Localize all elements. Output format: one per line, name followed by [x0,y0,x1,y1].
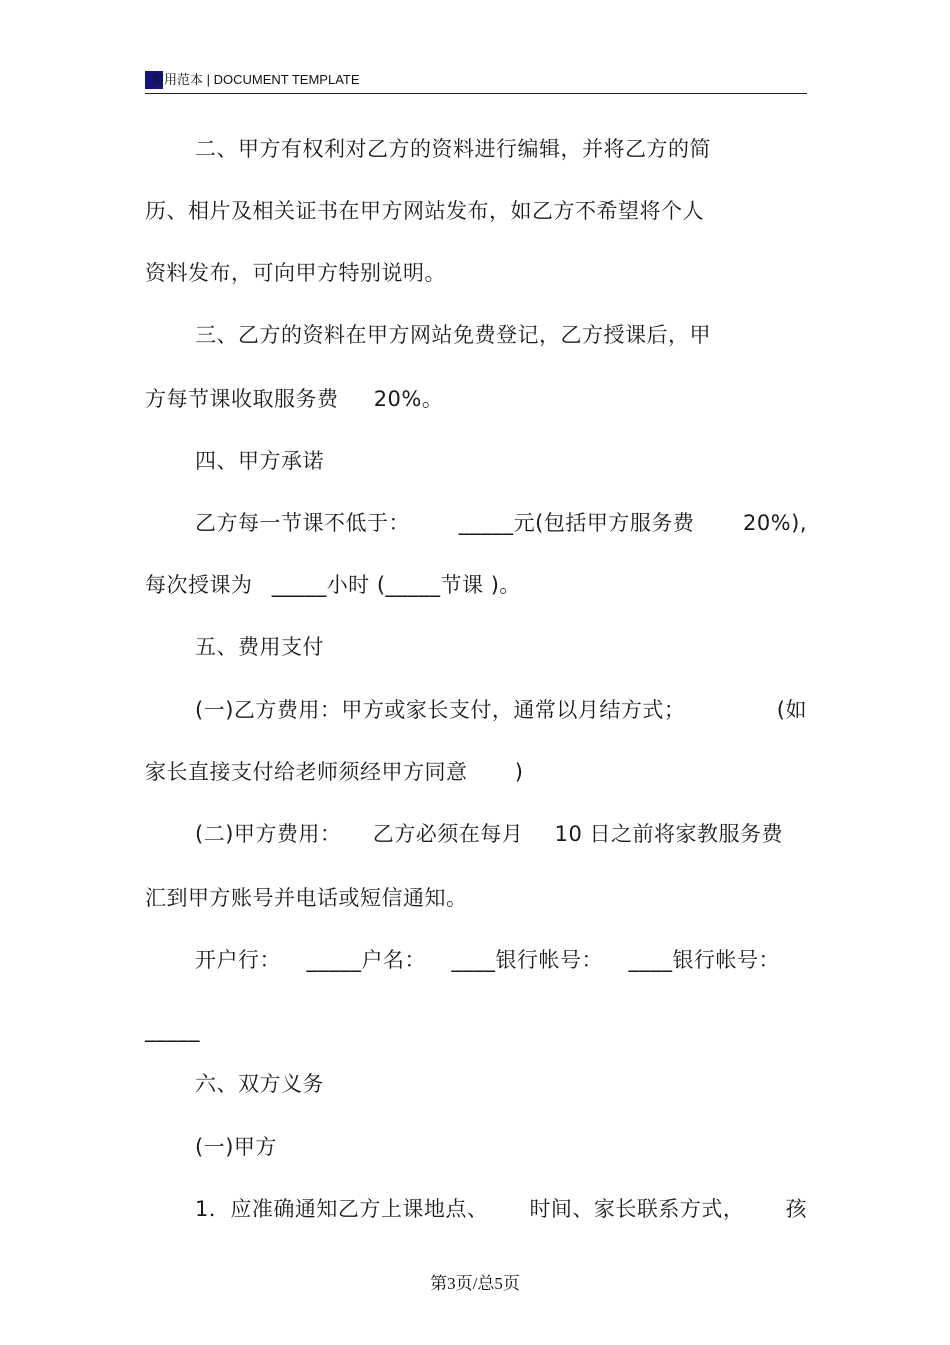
party-a-fee-notice: 汇到甲方账号并电话或短信通知。 [145,886,468,910]
paragraph-2-line-3: 资料发布，可向甲方特别说明。 [145,261,446,285]
duty-1-text-b: 时间、家长联系方式， [529,1197,745,1221]
party-b-fee-note-text: 家长直接支付给老师须经甲方同意 [145,760,468,784]
paragraph-3-line-2 [145,385,807,413]
section-6-heading: 六、双方义务 [195,1072,324,1096]
paragraph-2-line-2: 历、相片及相关证书在甲方网站发布，如乙方不希望将个人 [145,199,704,223]
duty-1-text-a: 1．应准确通知乙方上课地点、 [195,1197,489,1221]
party-a-duty-1 [195,1195,807,1223]
bank-account-label-1: ____银行帐号： [451,948,603,972]
party-a-fee-text: 乙方必须在每月 [372,822,524,846]
party-b-fee-note-start: (如 [776,698,807,722]
lesson-fee-blank: _____元(包括甲方服务费 [458,511,695,535]
page-number: 第3页/总5页 [430,1274,520,1293]
lesson-fee-line [195,509,807,537]
service-fee-percent: 20%。 [373,387,444,411]
service-fee-text: 方每节课收取服务费 [145,387,339,411]
bank-account-label-2: ____银行帐号： [628,948,780,972]
bank-name-label: 开户行： [195,948,281,972]
party-b-fee-line [195,696,807,724]
section-4-heading: 四、甲方承诺 [195,449,324,473]
party-b-fee-note-end: ) [514,760,524,784]
lesson-hours-blank: _____小时 (_____节课 )。 [271,573,521,597]
lesson-hours-label: 每次授课为 [145,573,253,597]
duty-1-text-c: 孩 [785,1197,807,1221]
lesson-hours-line [145,571,807,599]
account-name-label: _____户名： [306,948,426,972]
header-title: 实用范本 | DOCUMENT TEMPLATE [151,72,360,87]
bank-account-blank: _____ [145,1018,200,1042]
party-b-fee-note [145,758,807,786]
party-a-fee-line [195,820,783,848]
party-a-fee-label: (二)甲方费用： [195,822,342,846]
lesson-fee-label: 乙方每一节课不低于： [195,511,410,535]
party-a-subheading: (一)甲方 [195,1135,277,1159]
paragraph-3-line-1: 三、乙方的资料在甲方网站免费登记，乙方授课后，甲 [195,323,711,347]
page-header [145,69,807,94]
paragraph-2-line-1: 二、甲方有权利对乙方的资料进行编辑，并将乙方的简 [195,137,711,161]
lesson-fee-percent: 20%), [742,511,807,535]
party-b-fee-text: (一)乙方费用：甲方或家长支付，通常以月结方式； [195,698,686,722]
section-5-heading: 五、费用支付 [195,635,324,659]
bank-info-line [195,946,780,974]
party-a-fee-deadline: 10 日之前将家教服务费 [554,822,783,846]
